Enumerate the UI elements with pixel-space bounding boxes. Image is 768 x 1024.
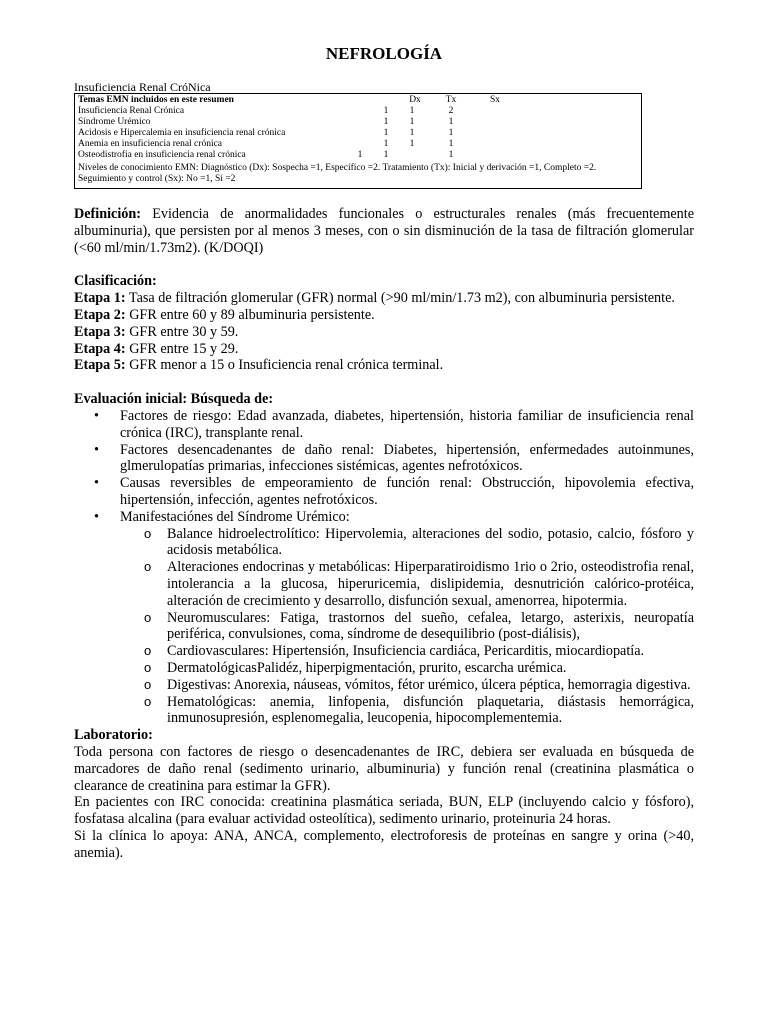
- classification-heading: [74, 273, 694, 290]
- summary-row-sx: 1: [448, 139, 454, 149]
- section-subtitle: Insuficiencia Renal CróNica: [74, 80, 211, 94]
- sub-list-item: [120, 643, 694, 660]
- list-item: [74, 442, 694, 476]
- topics-summary-box: [74, 93, 642, 189]
- summary-row-tx: 1: [409, 139, 415, 149]
- list-item-text: Factores desencadenantes de daño renal: Diabetes, hipertensión, enfermedades autoinmunes, glmerulopatías primarias, infecciones sistémicas, agentes nefrotóxicos.: [120, 441, 694, 475]
- stage-label: Etapa 1:: [74, 290, 126, 307]
- bullet-icon: •: [94, 441, 99, 458]
- bullet-icon: •: [94, 475, 99, 492]
- laboratory-paragraph: Si la clínica lo apoya: ANA, ANCA, complemento, electroforesis de proteínas en sangre y orina (>40, anemia).: [74, 827, 694, 861]
- document-body: [74, 206, 694, 861]
- sub-list-item-text: Balance hidroelectrolítico: Hipervolemia, alteraciones del sodio, potasio, calcio, fósforo y acidosis metabólica.: [167, 525, 694, 559]
- summary-col-sx: Sx: [489, 95, 501, 105]
- sub-list-item-text: Digestivas: Anorexia, náuseas, vómitos, fétor urémico, úlcera péptica, hemorragia digestiva.: [167, 676, 691, 693]
- sub-list-item-text: Neuromusculares: Fatiga, trastornos del sueño, cefalea, letargo, asterixis, neuropatía periférica, convulsiones, coma, síndrome de desequilibrio (post-diálisis),: [167, 609, 694, 643]
- summary-row-tx: 1: [409, 117, 415, 127]
- list-item-text: Causas reversibles de empeoramiento de función renal: Obstrucción, hipovolemia efectiva, hipertensión, infección, agentes nefrotóxicos.: [120, 475, 694, 508]
- summary-row-topic: Osteodistrofia en insuficiencia renal crónica: [78, 150, 246, 160]
- circle-bullet-icon: o: [144, 559, 152, 575]
- uremic-manifestations-list: [120, 526, 694, 728]
- stage-4: [74, 341, 694, 358]
- list-item-text: Manifestaciónes del Síndrome Urémico:: [120, 508, 350, 525]
- stage-label: Etapa 5:: [74, 357, 126, 374]
- stage-1: [74, 290, 694, 307]
- classification-heading-text: Clasificación:: [74, 273, 157, 290]
- page-title: NEFROLOGÍA: [325, 44, 443, 63]
- stage-text: GFR entre 15 y 29.: [125, 340, 239, 357]
- stage-label: Etapa 2:: [74, 306, 126, 323]
- summary-legend: Niveles de conocimiento EMN: Diagnóstico (Dx): Sospecha =1, Específico =2. Tratamiento (Tx): Inicial y derivación =1, Completo =2. Seguimiento y control (Sx): No =1, Sí =2: [78, 163, 597, 184]
- summary-row-dx: 1: [357, 150, 363, 160]
- summary-row-topic: Síndrome Urémico: [78, 117, 151, 127]
- sub-list-item: [120, 559, 694, 609]
- laboratory-heading: [74, 727, 694, 744]
- definition-label: Definición:: [74, 206, 141, 222]
- circle-bullet-icon: o: [144, 609, 152, 625]
- laboratory-heading-text: Laboratorio:: [74, 727, 153, 744]
- summary-row-topic: Insuficiencia Renal Crónica: [78, 106, 185, 116]
- sub-list-item: [120, 526, 694, 560]
- summary-row-dx: 1: [383, 117, 389, 127]
- summary-row-topic: Acidosis e Hipercalemia en insuficiencia renal crónica: [78, 128, 286, 138]
- stage-text: GFR menor a 15 o Insuficiencia renal crónica terminal.: [125, 357, 444, 374]
- circle-bullet-icon: o: [144, 693, 152, 709]
- sub-list-item-text: Cardiovasculares: Hipertensión, Insuficiencia cardiáca, Pericarditis, miocardiopatía.: [167, 643, 645, 660]
- bullet-icon: •: [94, 407, 99, 424]
- sub-list-item: [120, 660, 694, 677]
- definition-paragraph: [74, 206, 694, 256]
- stage-label: Etapa 4:: [74, 340, 126, 357]
- summary-row-tx: 1: [409, 128, 415, 138]
- summary-col-dx: Dx: [409, 95, 421, 105]
- summary-row-topic: Anemia en insuficiencia renal crónica: [78, 139, 223, 149]
- laboratory-paragraph: Toda persona con factores de riesgo o desencadenantes de IRC, debiera ser evaluada en búsqueda de marcadores de daño renal (sedimento urinario, albuminuria) y función renal (creatinina plasmática o clearance de creatinina para estimar la GFR).: [74, 743, 694, 794]
- summary-row-dx: 1: [383, 128, 389, 138]
- sub-list-item: [120, 610, 694, 644]
- summary-row-sx: 1: [448, 128, 454, 138]
- list-item: [74, 475, 694, 509]
- sub-list-item-text: Hematológicas: anemia, linfopenia, disfunción plaquetaria, diástasis hemorrágica, inmunosupresión, esplenomegalia, leucopenia, hipocomplementemia.: [167, 693, 694, 727]
- evaluation-heading: [74, 391, 694, 408]
- list-item: [74, 408, 694, 442]
- stage-5: [74, 357, 694, 374]
- summary-row-sx: 1: [448, 150, 454, 160]
- definition-text: Evidencia de anormalidades funcionales o estructurales renales (más frecuentemente albuminuria), que persisten por al menos 3 meses, con o sin disminución de la tasa de filtración glomerular (<60 ml/min/1.73m2). (K/DOQI): [74, 206, 694, 256]
- stage-2: [74, 307, 694, 324]
- bullet-icon: •: [94, 508, 99, 525]
- stage-3: [74, 324, 694, 341]
- circle-bullet-icon: o: [144, 525, 152, 541]
- sub-list-item: [120, 677, 694, 694]
- stage-text: GFR entre 60 y 89 albuminuria persistente.: [125, 306, 375, 323]
- list-item: [74, 509, 694, 727]
- summary-row-dx: 1: [383, 106, 389, 116]
- summary-header: Temas EMN incluidos en este resumen: [78, 95, 234, 105]
- summary-row-dx: 1: [383, 139, 389, 149]
- stage-text: GFR entre 30 y 59.: [125, 323, 239, 340]
- summary-row-sx: 1: [448, 117, 454, 127]
- sub-list-item: [120, 694, 694, 728]
- stage-label: Etapa 3:: [74, 323, 126, 340]
- summary-row-tx: 1: [409, 106, 415, 116]
- evaluation-heading-text: Evaluación inicial: Búsqueda de:: [74, 391, 274, 408]
- summary-col-tx: Tx: [445, 95, 457, 105]
- laboratory-paragraph: En pacientes con IRC conocida: creatinina plasmática seriada, BUN, ELP (incluyendo calcio y fósforo), fosfatasa alcalina (para evaluar actividad osteolítica), sedimento urinario, proteinuria 24 horas.: [74, 794, 694, 828]
- circle-bullet-icon: o: [144, 676, 152, 692]
- circle-bullet-icon: o: [144, 659, 152, 675]
- list-item-text: Factores de riesgo: Edad avanzada, diabetes, hipertensión, historia familiar de insuficiencia renal crónica (IRC), transplante renal.: [120, 407, 694, 441]
- summary-row-sx: 2: [448, 106, 454, 116]
- sub-list-item-text: Alteraciones endocrinas y metabólicas: Hiperparatiroidismo 1rio o 2rio, osteodistrofia renal, intolerancia a la glucosa, hiperuricemia, dislipidemia, desnutrición calórico-protéica, alteración de crecimiento y desarrollo, disfunción sexual, amenorrea, hipotermia.: [167, 559, 694, 609]
- stage-text: Tasa de filtración glomerular (GFR) normal (>90 ml/min/1.73 m2), con albuminuria persistente.: [125, 290, 675, 307]
- sub-list-item-text: DermatológicasPalidéz, hiperpigmentación, prurito, escarcha urémica.: [167, 659, 567, 676]
- summary-row-tx: 1: [383, 150, 389, 160]
- evaluation-list: [74, 408, 694, 727]
- circle-bullet-icon: o: [144, 643, 152, 659]
